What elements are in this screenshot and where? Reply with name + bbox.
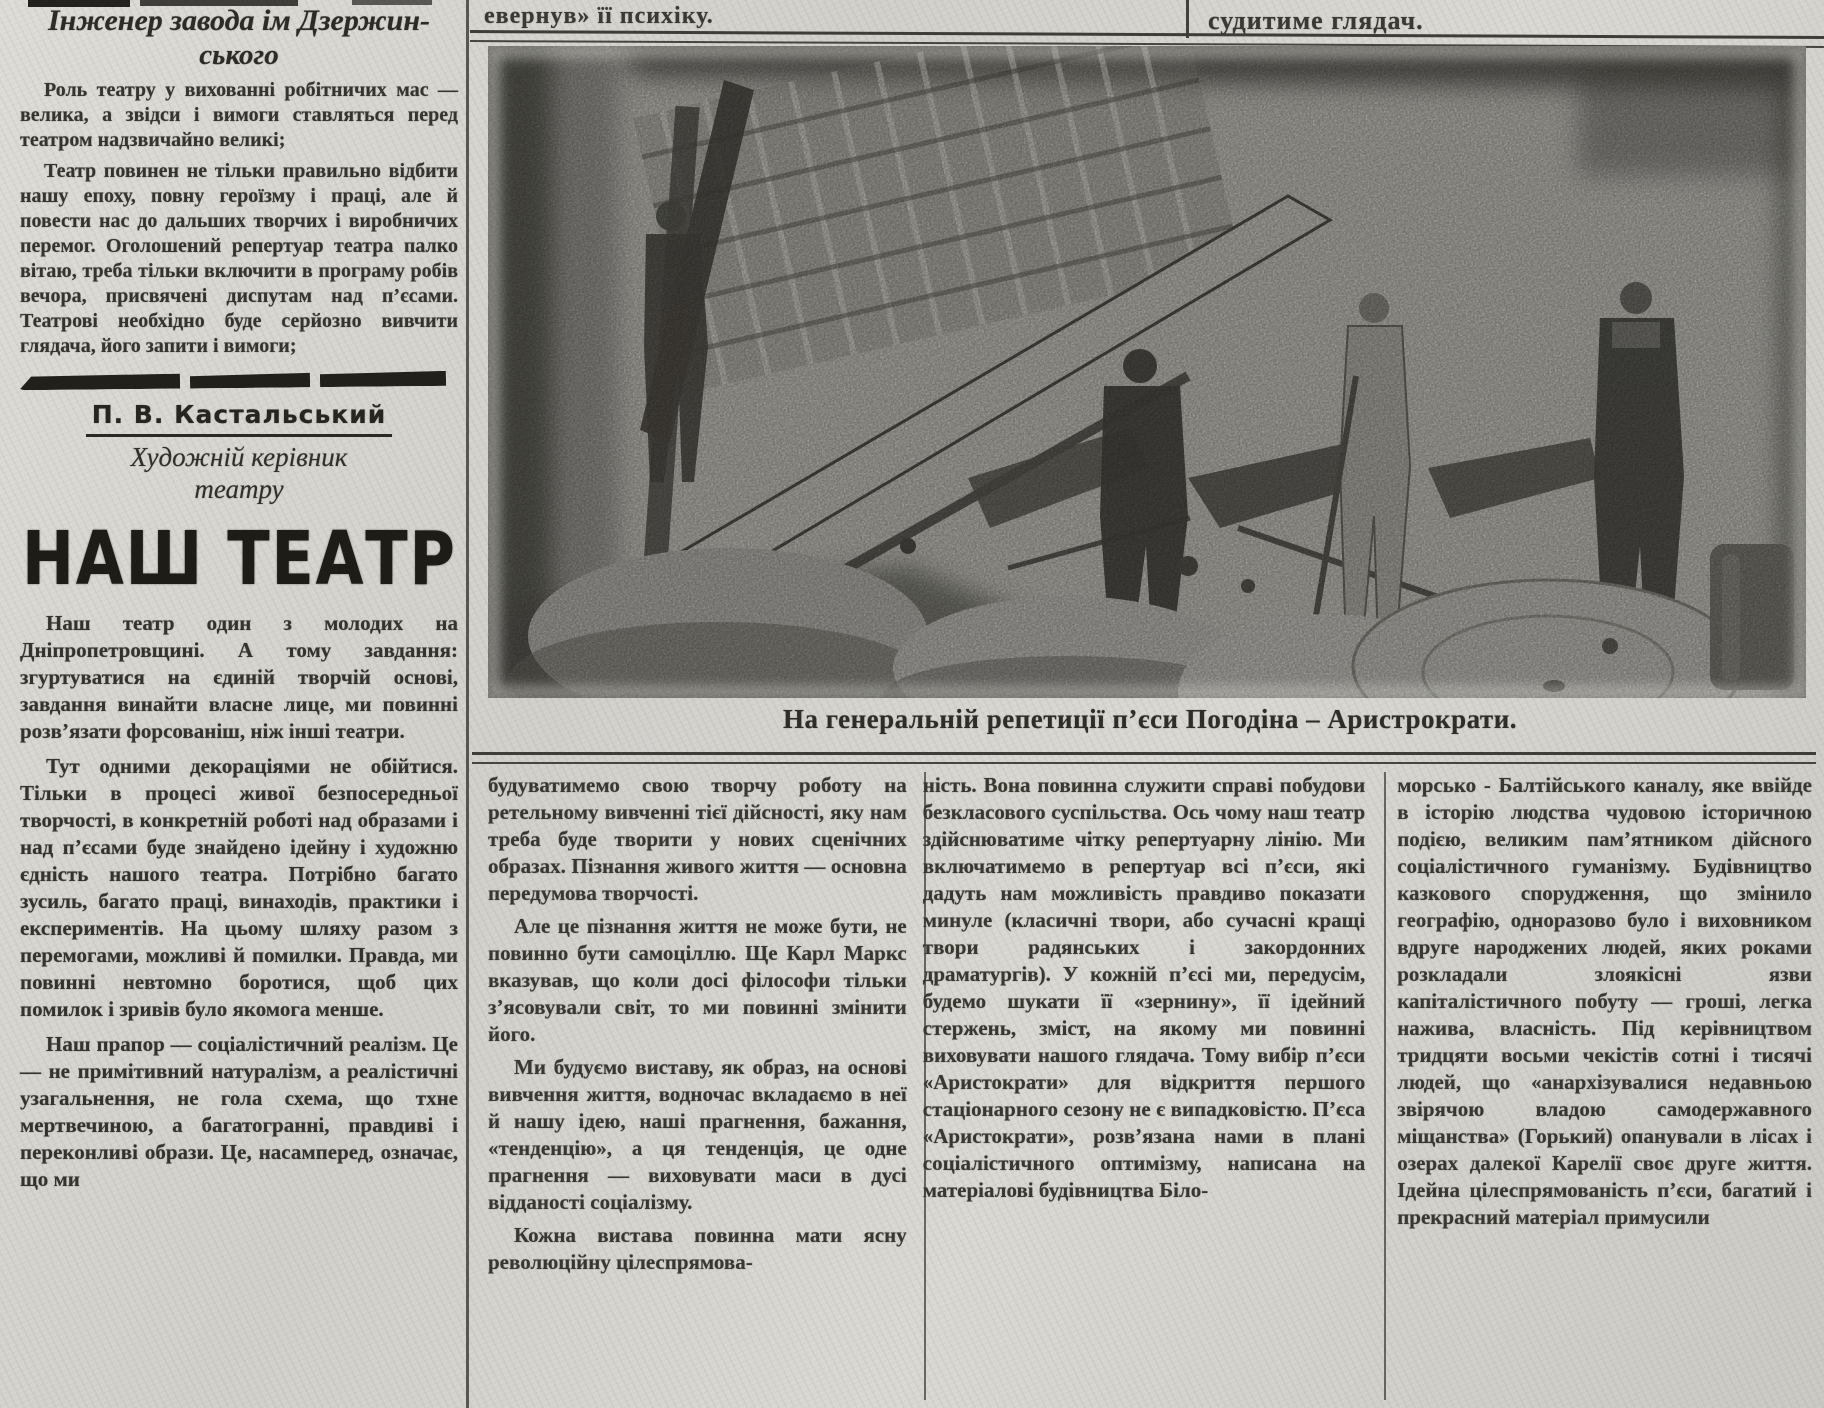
article-headline: НАШ ТЕАТР [22,515,457,602]
article-column-1 [488,772,907,1406]
column-paragraph: Але це пізнання життя не може бути, не повинно бути самоціллю. Ще Карл Маркс вказував, що коли досі філософи тільки з’ясовували світ, то ми повинні змінити його. [488,914,907,1046]
column-paragraph: ність. Вона повинна служити справі побудови безкласового суспільства. Ось чому наш театр здійснюватиме чітку репертуарну лінію. Ми включатимемо в репертуар всі п’єси, які дадуть нам можливість правдиво показати минуле (класичні твори, або сучасні кращі твори радянських і закордонних драматургів). У кожній п’єсі ми, передусім, будемо шукати її «зернину», її ідейний стержень, зміст, на якому ми повинні виховувати нашого глядача. Тому вибір п’єси «Аристократи» для відкриття першого стаціонарного сезону не є випадковістю. П’єса «Аристократи», розв’язана нами в плані соціалістичного оптимізму, написана на матеріалові будівництва Біло- [922,773,1366,1202]
byline: П. В. Кастальський [86,400,393,437]
divider-segment [320,371,446,387]
kicker-line1: Інженер завода ім Дзержин- [47,4,431,37]
tapered-divider-bar [20,371,458,391]
lead-article-body [20,610,458,1193]
article-column-3 [1381,772,1812,1406]
divider-segment [20,373,180,390]
column-paragraph: Ми будуємо виставу, як образ, на основі вивчення життя, водночас вкладаємо в неї й нашу ідею, наші прагнення, бажання, «тенденцію», а ця тенденція, це одне прагнення — виховувати маси в дусі відданості соціалізму. [488,1055,907,1214]
top-overflow-left: евернув» її психіку. [484,3,714,29]
divider-segment [190,372,310,388]
rehearsal-photo-art [488,46,1806,698]
body-paragraph: Тут одними декораціями не обійтися. Тільки в процесі живої безпосередньої творчості, в конкретній роботі над образами і над п’єсами буде знайдено ідейну і художню єдність нашого театра. Потрібно багато зусиль, багато праці, винаходів, практики і експериментів. На цьому шляху разом з перемогами, можливі й помилки. Правда, ми повинні невтомно боротися, щоб цих помилок і зривів було якомога менше. [20,753,458,1021]
top-overflow-right: судитиме глядач. [1208,6,1424,35]
caption-divider [472,752,1816,764]
column-paragraph: будуватимемо свою творчу роботу на ретельному вивченні тієї дійсності, яку нам треба буде творити у нових сценічних образах. Пізнання живого життя — основна передумова творчості. [488,773,907,905]
photo-caption: На генеральній репетиції п’єси Погодіна – Аристрократи. [782,704,1518,734]
intro-paragraph: Театр повинен не тільки правильно відбити нашу епоху, повну героїзму і праці, але й повести нас до дальших творчих і виробничих перемог. Оголошений репертуар театра палко вітаю, треба тільки включити в програму робів вечора, присвячені диспутам над п’єсами. Театрові необхідно буде серйозно вивчити глядача, його запити і вимоги; [20,159,458,357]
body-paragraph: Наш прапор — соціалістичний реалізм. Це — не примітивний натуралізм, а реалістичні узагальнення, не гола схема, що тхне мертвечиною, а багатогранні, правдиві і переконливі образи. Це, насамперед, означає, що ми [20,1031,458,1191]
column-rule-main [466,0,469,1408]
column-paragraph: Кожна вистава повинна мати ясну революційну цілеспрямова- [488,1223,907,1274]
article-column-2 [907,772,1381,1406]
intro-paragraph: Роль театру у вихованні робітничих мас — велика, а звідси і вимоги ставляться перед театром надзвичайно великі; [20,78,458,151]
rehearsal-photo [488,46,1806,698]
byline-role [20,441,458,506]
byline-wrap [20,400,458,437]
column-paragraph: морсько - Балтійського каналу, яке ввійде в історію людства чудовою історичною подією, великим пам’ятником дійсного соціалістичного гуманізму. Будівництво казкового спорудження, що змінило географію, одноразово було і виховником вдруге народжених людей, яких роками розкладали злоякісні язви капіталістичного побуту — гроші, легка нажива, власність. Під керівництвом тридцяти восьми чекістів сотні і тисячі людей, що «анархізувалися недавньою звірячою владою самодержавного міщанства» (Горький) опанували в лісах і озерах далекої Карелії своє друге життя. Ідейна цілеспрямованість п’єси, багатий і прекрасний матеріал примусили [1397,773,1812,1229]
intro-paragraphs [20,78,458,359]
kicker [20,4,458,72]
byline-role-line2: театру [194,474,284,505]
kicker-line2: ського [199,38,279,71]
lead-article [20,4,458,1201]
article-columns [488,772,1812,1406]
byline-role-line1: Художній керівник [130,441,348,472]
body-paragraph: Наш театр один з молодих на Дніпропетровщині. А тому завдання: згуртуватися на єдиній творчій основі, завдання винайти власне лице, ми повинні розв’язати форсованіш, ніж інші театри. [20,610,458,743]
